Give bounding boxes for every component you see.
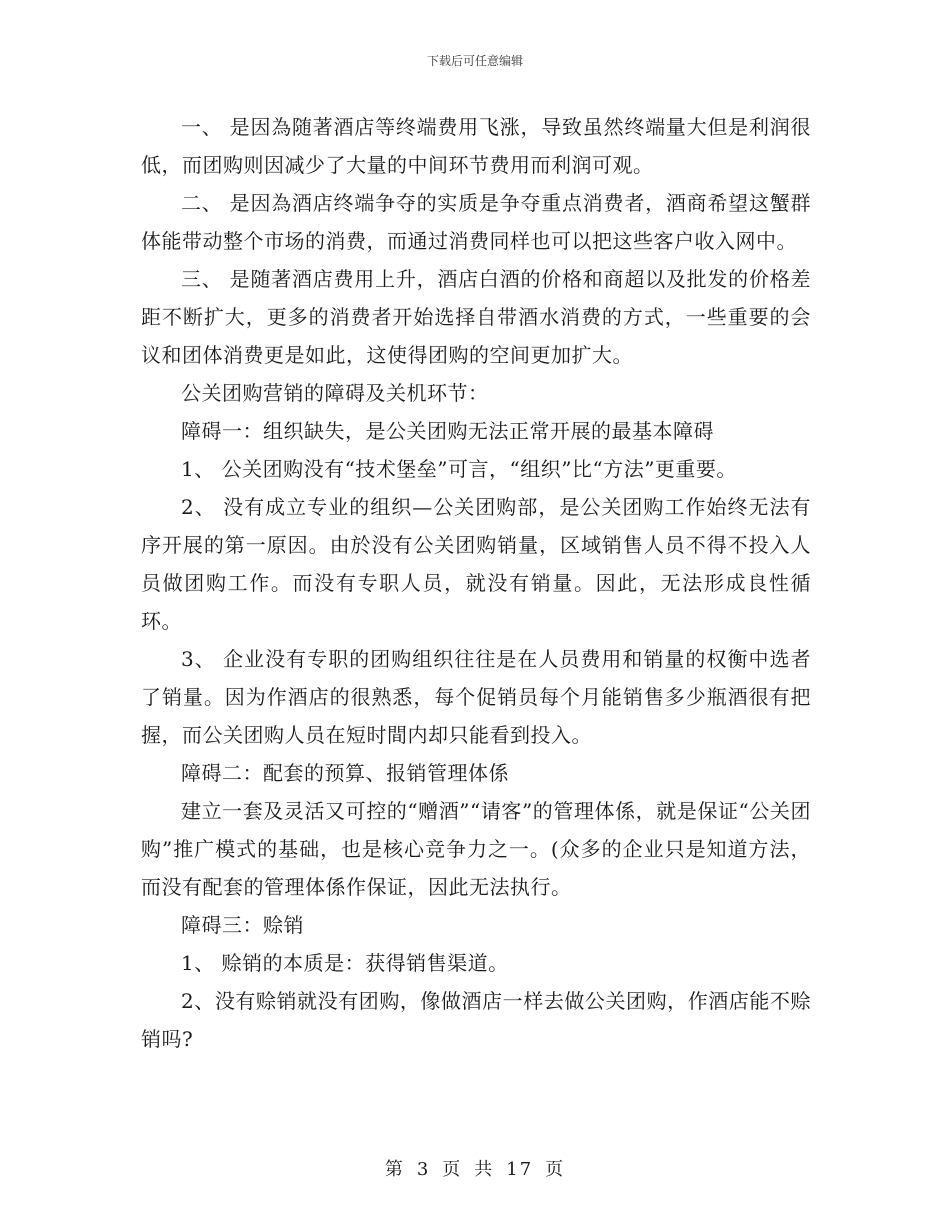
paragraph: 2、没有赊销就没有团购，像做酒店一样去做公关团购，作酒店能不赊销吗? [141, 989, 811, 1051]
page-header: 下载后可任意编辑 [426, 54, 523, 68]
paragraph: 3、 企业没有专职的团购组织往往是在人员费用和销量的权衡中选者了销量。因为作酒店的很熟悉，每个促销员每个月能销售多少瓶酒很有把握，而公关团购人员在短时間内却只能看到投入。 [141, 647, 811, 747]
paragraph: 建立一套及灵活又可控的“赠酒”“请客”的管理体係，就是保证“公关团购”推广模式的基础，也是核心竞争力之一。(众多的企业只是知道方法，而没有配套的管理体係作保证，因此无法执行。 [141, 799, 811, 899]
obstacle-heading: 障碍一：组织缺失，是公关团购无法正常开展的最基本障碍 [181, 419, 714, 443]
page-unit: 页 [442, 1159, 463, 1180]
page-number: 3 [416, 1159, 431, 1180]
page-footer [0, 1155, 950, 1181]
obstacle-heading: 障碍三：赊销 [181, 913, 304, 937]
total-pages: 17 [506, 1159, 534, 1180]
paragraph: 二、 是因為酒店终端争夺的实质是争夺重点消费者，酒商希望这蟹群体能带动整个市场的消费，而通过消费同样也可以把这些客户收入网中。 [141, 191, 811, 253]
obstacle-heading: 障碍二：配套的预算、报销管理体係 [181, 761, 509, 785]
page-label: 第 [384, 1159, 405, 1180]
paragraph: 1、 赊销的本质是：获得销售渠道。 [181, 951, 509, 975]
section-heading: 公关团购营销的障碍及关机环节： [181, 381, 489, 405]
paragraph: 一、 是因為随著酒店等终端费用飞涨，导致虽然终端量大但是利润很低，而团购则因减少了大量的中间环节费用而利润可观。 [141, 115, 811, 177]
paragraph: 2、 没有成立专业的组织—公关团购部，是公关团购工作始终无法有序开展的第一原因。由於没有公关团购销量，区域销售人员不得不投入人员做团购工作。而没有专职人员，就没有销量。因此，无法形成良性循环。 [141, 495, 811, 633]
total-label: 共 [474, 1159, 495, 1180]
paragraph: 三、 是随著酒店费用上升，酒店白酒的价格和商超以及批发的价格差距不断扩大，更多的消费者开始选择自带酒水消费的方式，一些重要的会议和团体消费更是如此，这使得团购的空间更加扩大。 [141, 267, 811, 367]
total-unit: 页 [545, 1159, 566, 1180]
paragraph: 1、 公关团购没有“技术堡垒”可言，“组织”比“方法”更重要。 [181, 457, 737, 481]
document-body [141, 108, 811, 1058]
